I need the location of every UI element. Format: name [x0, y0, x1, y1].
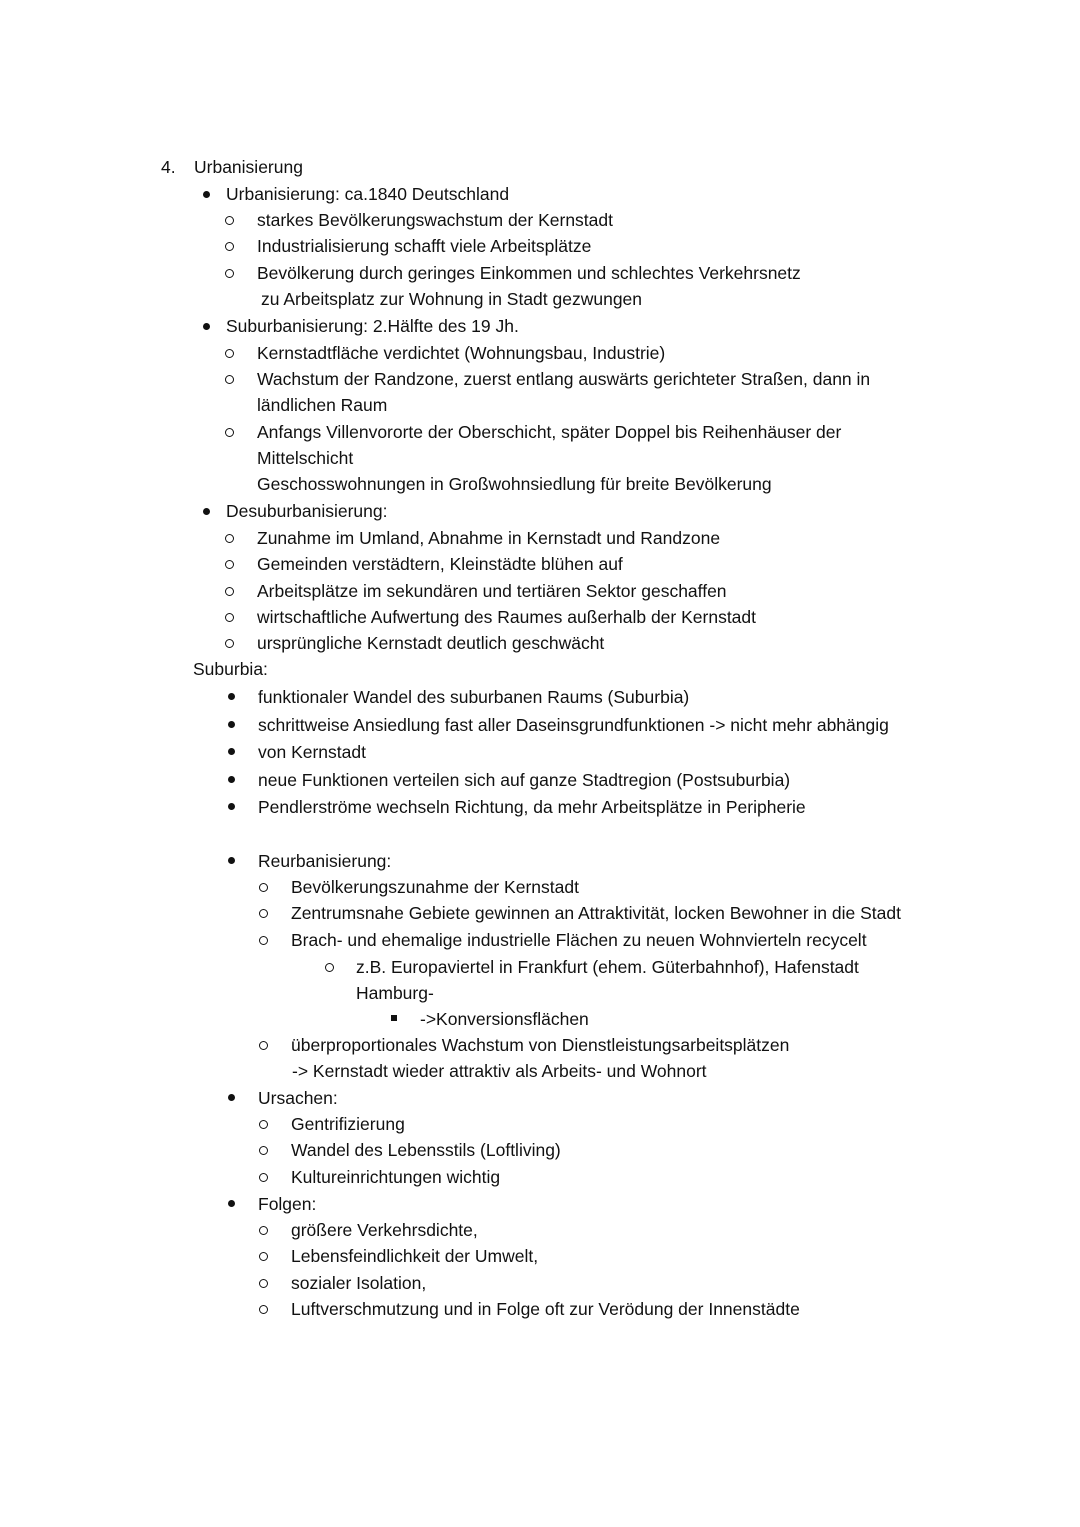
list-item: Industrialisierung schafft viele Arbeitsplätze	[257, 236, 592, 256]
list-item: starkes Bevölkerungswachstum der Kernstadt	[257, 210, 613, 230]
circle-bullet-icon	[225, 560, 234, 569]
list-item: Wandel des Lebensstils (Loftliving)	[291, 1140, 561, 1160]
list-item: Anfangs Villenvororte der Oberschicht, später Doppel bis Reihenhäuser der	[257, 422, 842, 442]
circle-bullet-icon	[325, 963, 334, 972]
circle-bullet-icon	[225, 639, 234, 648]
circle-bullet-icon	[259, 1305, 268, 1314]
circle-bullet-icon	[225, 216, 234, 225]
circle-bullet-icon	[259, 883, 268, 892]
list-item: Kultureinrichtungen wichtig	[291, 1167, 501, 1187]
circle-bullet-icon	[259, 909, 268, 918]
list-item: überproportionales Wachstum von Dienstleistungsarbeitsplätzen	[291, 1035, 790, 1055]
list-item: Luftverschmutzung und in Folge oft zur Verödung der Innenstädte	[291, 1299, 800, 1319]
list-item: Lebensfeindlichkeit der Umwelt,	[291, 1246, 539, 1266]
bullet-icon	[203, 323, 210, 330]
circle-bullet-icon	[225, 428, 234, 437]
circle-bullet-icon	[225, 375, 234, 384]
suburbanisierung-heading: Suburbanisierung: 2.Hälfte des 19 Jh.	[226, 316, 519, 336]
bullet-icon	[228, 1200, 235, 1207]
bullet-icon	[228, 857, 235, 864]
circle-bullet-icon	[259, 1252, 268, 1261]
section-title: Urbanisierung	[194, 157, 303, 177]
list-item: ->Konversionsflächen	[420, 1009, 589, 1029]
example-line: z.B. Europaviertel in Frankfurt (ehem. Güterbahnhof), Hafenstadt	[356, 957, 859, 977]
circle-bullet-icon	[259, 1279, 268, 1288]
list-item: Brach- und ehemalige industrielle Flächen zu neuen Wohnvierteln recycelt	[291, 930, 867, 950]
list-item: Gentrifizierung	[291, 1114, 405, 1134]
list-item: wirtschaftliche Aufwertung des Raumes außerhalb der Kernstadt	[257, 607, 757, 627]
suburbia-heading: Suburbia:	[193, 659, 268, 679]
list-item: größere Verkehrsdichte,	[291, 1220, 478, 1240]
circle-bullet-icon	[225, 534, 234, 543]
circle-bullet-icon	[259, 1146, 268, 1155]
urbanisierung-heading: Urbanisierung: ca.1840 Deutschland	[226, 184, 510, 204]
circle-bullet-icon	[259, 1173, 268, 1182]
list-item-continuation: ländlichen Raum	[257, 395, 388, 415]
circle-bullet-icon	[225, 613, 234, 622]
list-item: ursprüngliche Kernstadt deutlich geschwächt	[257, 633, 605, 653]
example-line: Hamburg-	[356, 983, 434, 1003]
list-item: sozialer Isolation,	[291, 1273, 427, 1293]
circle-bullet-icon	[225, 587, 234, 596]
list-item: Wachstum der Randzone, zuerst entlang auswärts gerichteter Straßen, dann in	[257, 369, 871, 389]
circle-bullet-icon	[259, 1041, 268, 1050]
list-item-continuation: -> Kernstadt wieder attraktiv als Arbeits- und Wohnort	[292, 1061, 707, 1081]
section-number: 4.	[161, 157, 176, 177]
desuburbanisierung-heading: Desuburbanisierung:	[226, 501, 388, 521]
list-item: Kernstadtfläche verdichtet (Wohnungsbau, Industrie)	[257, 343, 666, 363]
bullet-icon	[228, 803, 235, 810]
circle-bullet-icon	[259, 936, 268, 945]
folgen-heading: Folgen:	[258, 1194, 317, 1214]
bullet-icon	[203, 508, 210, 515]
circle-bullet-icon	[225, 242, 234, 251]
circle-bullet-icon	[225, 269, 234, 278]
bullet-icon	[228, 721, 235, 728]
list-item: schrittweise Ansiedlung fast aller Daseinsgrundfunktionen -> nicht mehr abhängig	[258, 715, 889, 735]
list-item: neue Funktionen verteilen sich auf ganze Stadtregion (Postsuburbia)	[258, 770, 791, 790]
list-item-continuation: Geschosswohnungen in Großwohnsiedlung für breite Bevölkerung	[257, 474, 772, 494]
reurbanisierung-heading: Reurbanisierung:	[258, 851, 392, 871]
square-bullet-icon	[391, 1015, 397, 1021]
list-item: funktionaler Wandel des suburbanen Raums (Suburbia)	[258, 687, 690, 707]
ursachen-heading: Ursachen:	[258, 1088, 338, 1108]
list-item: Bevölkerung durch geringes Einkommen und schlechtes Verkehrsnetz	[257, 263, 801, 283]
list-item: Pendlerströme wechseln Richtung, da mehr Arbeitsplätze in Peripherie	[258, 797, 806, 817]
list-item: von Kernstadt	[258, 742, 366, 762]
circle-bullet-icon	[259, 1120, 268, 1129]
circle-bullet-icon	[225, 349, 234, 358]
list-item-continuation: Mittelschicht	[257, 448, 354, 468]
circle-bullet-icon	[259, 1226, 268, 1235]
list-item: Zunahme im Umland, Abnahme in Kernstadt und Randzone	[257, 528, 721, 548]
bullet-icon	[228, 1094, 235, 1101]
list-item: Gemeinden verstädtern, Kleinstädte blühen auf	[257, 554, 623, 574]
list-item: Arbeitsplätze im sekundären und tertiären Sektor geschaffen	[257, 581, 727, 601]
list-item: Zentrumsnahe Gebiete gewinnen an Attraktivität, locken Bewohner in die Stadt	[291, 903, 901, 923]
bullet-icon	[228, 776, 235, 783]
bullet-icon	[203, 191, 210, 198]
bullet-icon	[228, 748, 235, 755]
bullet-icon	[228, 693, 235, 700]
list-item-continuation: zu Arbeitsplatz zur Wohnung in Stadt gezwungen	[261, 289, 643, 309]
list-item: Bevölkerungszunahme der Kernstadt	[291, 877, 579, 897]
